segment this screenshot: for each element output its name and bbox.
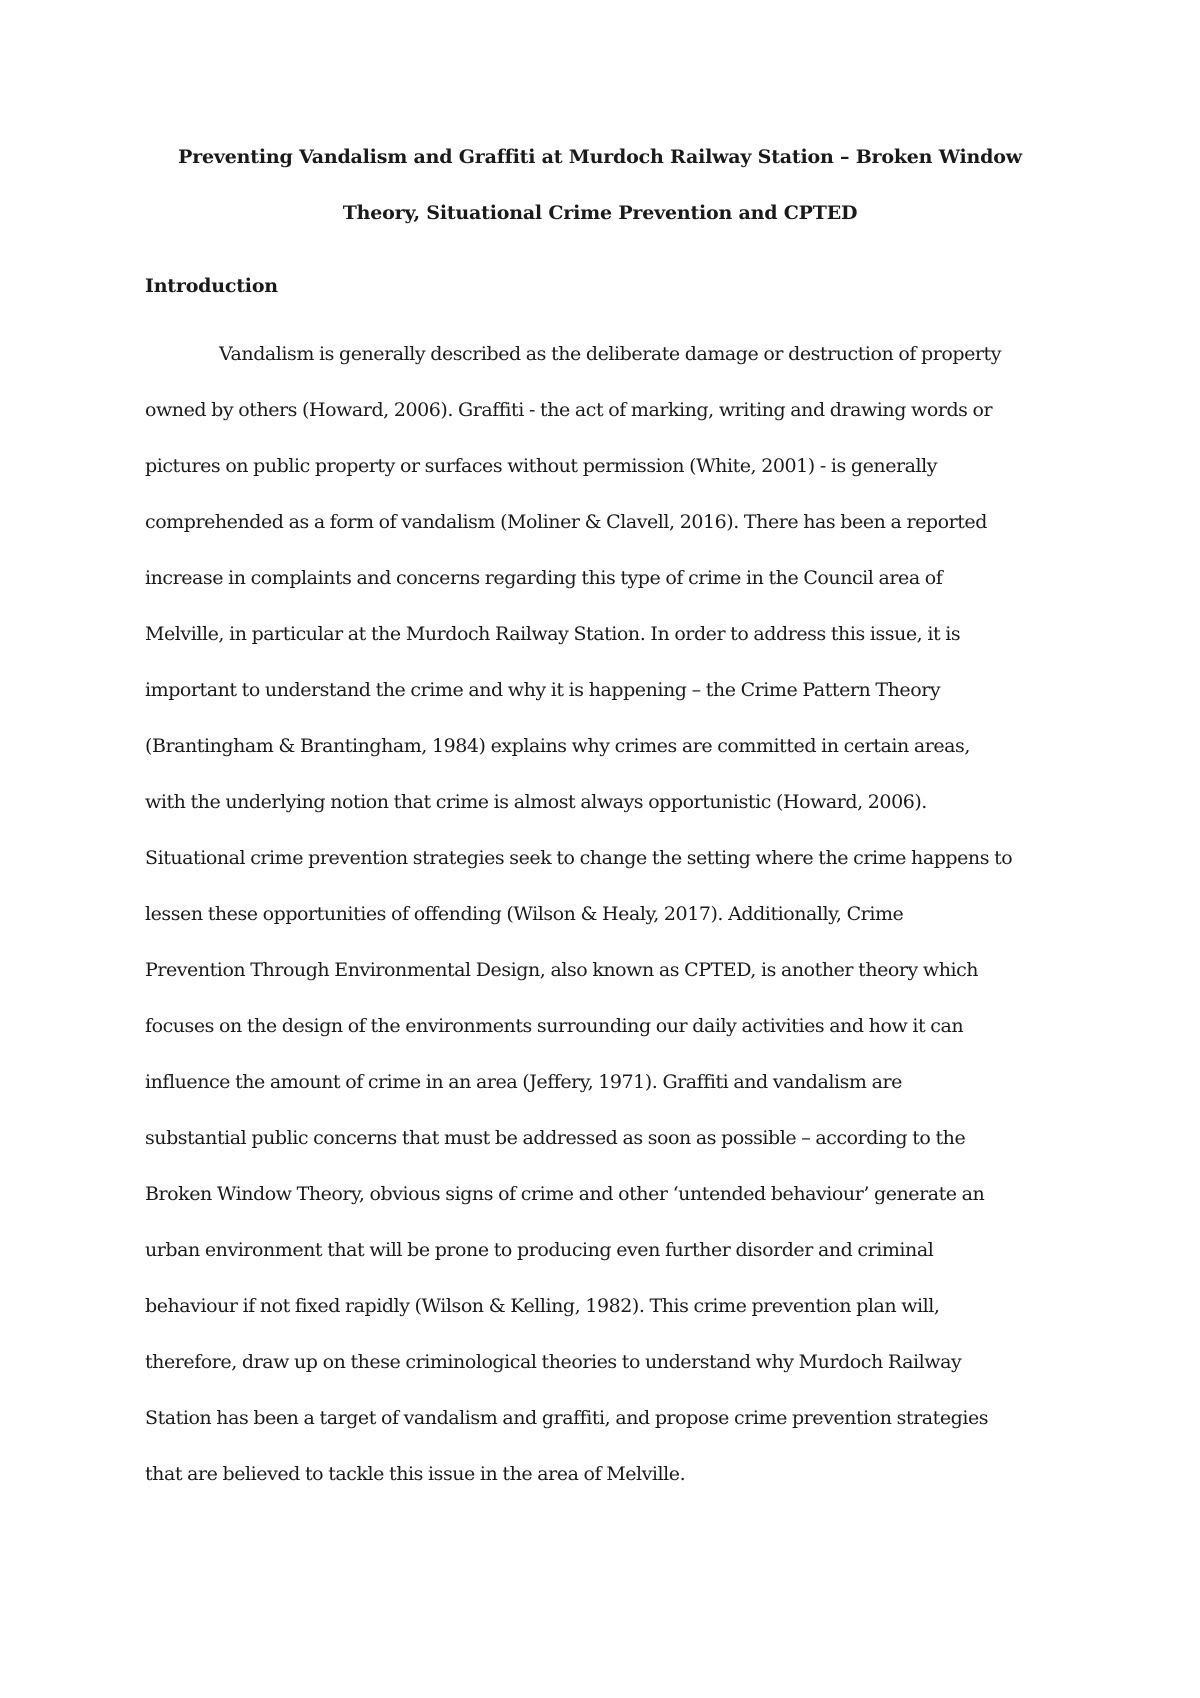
paragraph-line: (Brantingham & Brantingham, 1984) explains why crimes are committed in certain areas,: [145, 735, 970, 757]
paragraph-line: urban environment that will be prone to producing even further disorder and criminal: [145, 1239, 934, 1261]
paragraph-line: influence the amount of crime in an area (Jeffery, 1971). Graffiti and vandalism are: [145, 1071, 902, 1093]
paragraph-line: behaviour if not fixed rapidly (Wilson & Kelling, 1982). This crime prevention plan will,: [145, 1295, 940, 1317]
section-heading-introduction: Introduction: [145, 275, 278, 297]
paragraph-line: Melville, in particular at the Murdoch Railway Station. In order to address this issue, it is: [145, 623, 961, 645]
paragraph-line: substantial public concerns that must be addressed as soon as possible – according to the: [145, 1127, 966, 1149]
document-title-line-2: Theory, Situational Crime Prevention and CPTED: [342, 202, 858, 224]
paragraph-line: focuses on the design of the environments surrounding our daily activities and how it can: [145, 1015, 964, 1037]
paragraph-line: increase in complaints and concerns regarding this type of crime in the Council area of: [145, 567, 943, 589]
paragraph-line: Situational crime prevention strategies seek to change the setting where the crime happens to: [145, 847, 1013, 869]
paragraph-line: comprehended as a form of vandalism (Moliner & Clavell, 2016). There has been a reported: [145, 511, 987, 533]
paragraph-line: Vandalism is generally described as the deliberate damage or destruction of property: [219, 343, 1001, 365]
paragraph-line: therefore, draw up on these criminological theories to understand why Murdoch Railway: [145, 1351, 962, 1373]
document-title-line-1: Preventing Vandalism and Graffiti at Murdoch Railway Station – Broken Window: [178, 146, 1022, 168]
paragraph-line: with the underlying notion that crime is almost always opportunistic (Howard, 2006).: [145, 791, 927, 813]
paragraph-line: Broken Window Theory, obvious signs of crime and other ‘untended behaviour’ generate an: [145, 1183, 985, 1205]
paragraph-line: lessen these opportunities of offending (Wilson & Healy, 2017). Additionally, Crime: [145, 903, 904, 925]
paragraph-line: important to understand the crime and why it is happening – the Crime Pattern Theory: [145, 679, 941, 701]
paragraph-line: Prevention Through Environmental Design, also known as CPTED, is another theory which: [145, 959, 979, 981]
paragraph-line: that are believed to tackle this issue in the area of Melville.: [145, 1463, 686, 1485]
paragraph-line: pictures on public property or surfaces without permission (White, 2001) - is generally: [145, 455, 938, 477]
paragraph-line: owned by others (Howard, 2006). Graffiti - the act of marking, writing and drawing words or: [145, 399, 993, 421]
paragraph-line: Station has been a target of vandalism and graffiti, and propose crime prevention strategies: [145, 1407, 989, 1429]
